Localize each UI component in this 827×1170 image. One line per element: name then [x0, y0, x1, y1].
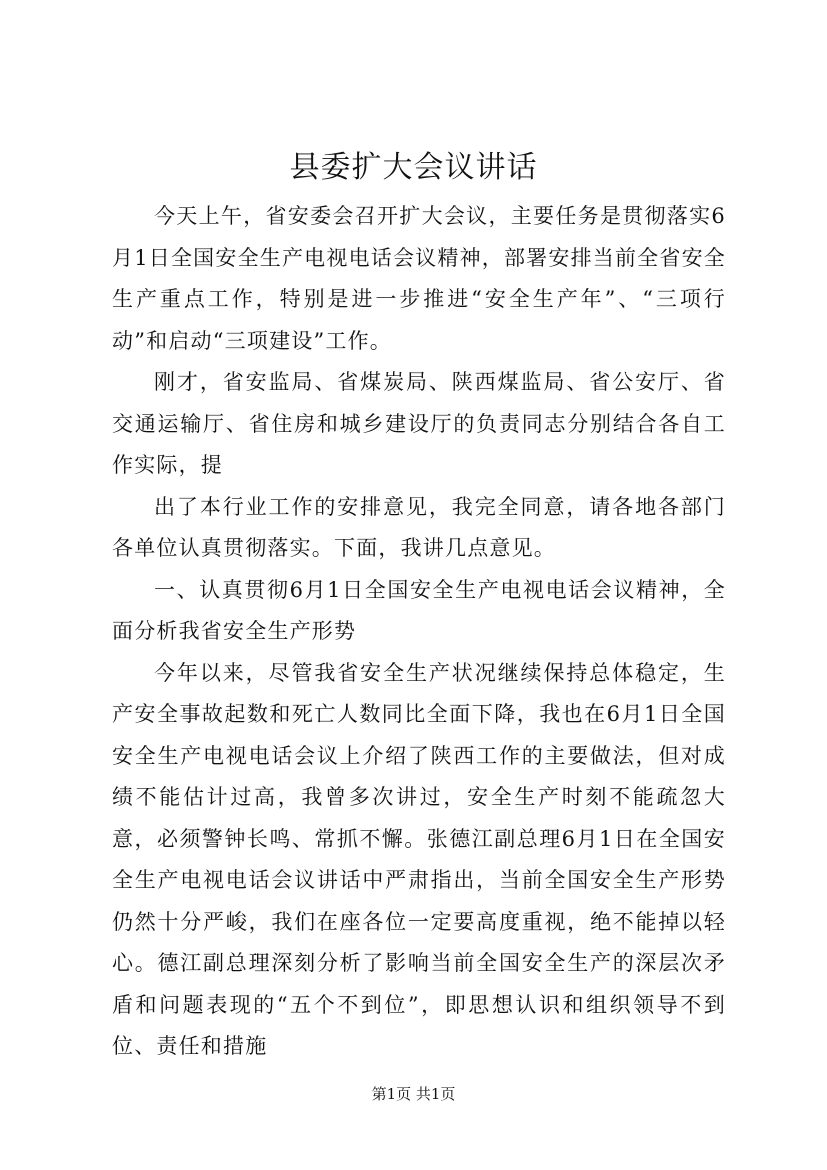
- document-title: 县委扩大会议讲话: [289, 150, 538, 185]
- page-number-footer: 第1页 共1页: [371, 1085, 456, 1103]
- paragraph-4: 今年以来，尽管我省安全生产状况继续保持总体稳定，生产安全事故起数和死亡人数同比全面下降，我也在6月1日全国安全生产电视电话会议上介绍了陕西工作的主要做法，但对成绩不能估计过高，我曾多次讲过，安全生产时刻不能疏忽大意，必须警钟长鸣、常抓不懈。张德江副总理6月1日在全国安全生产电视电话会议讲话中严肃指出，当前全国安全生产形势仍然十分严峻，我们在座各位一定要高度重视，绝不能掉以轻心。德江副总理深刻分析了影响当前全国安全生产的深层次矛盾和问题表现的“五个不到位”，即思想认识和组织领导不到位、责任和措施: [112, 660, 726, 1058]
- paragraph-3: 出了本行业工作的安排意见，我完全同意，请各地各部门各单位认真贯彻落实。下面，我讲几点意见。: [112, 494, 726, 560]
- paragraph-1: 今天上午，省安委会召开扩大会议，主要任务是贯彻落实6月1日全国安全生产电视电话会议精神，部署安排当前全省安全生产重点工作，特别是进一步推进“安全生产年”、“三项行动”和启动“三项建设”工作。: [112, 204, 726, 353]
- document-body: [112, 196, 726, 1068]
- section-heading-1: 一、认真贯彻6月1日全国安全生产电视电话会议精神，全面分析我省安全生产形势: [112, 577, 726, 643]
- paragraph-2: 刚才，省安监局、省煤炭局、陕西煤监局、省公安厅、省交通运输厅、省住房和城乡建设厅的负责同志分别结合各自工作实际，提: [112, 370, 726, 477]
